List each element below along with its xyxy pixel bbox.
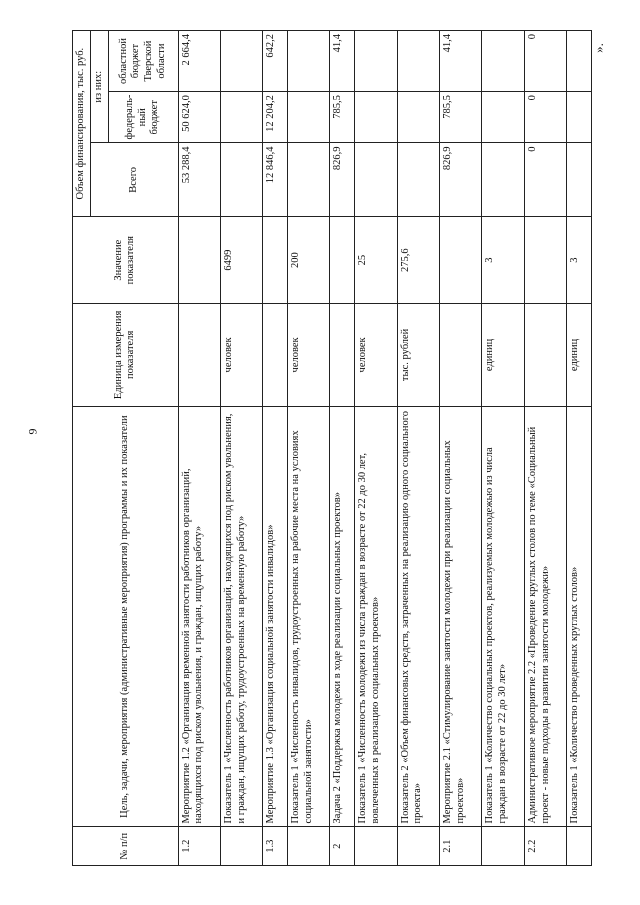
row-regional: 642,2 [263,31,288,92]
row-federal: 50 624,0 [178,92,220,143]
row-federal [221,92,263,143]
row-name: Административное мероприятие 2.2 «Проведение круглых столов по теме «Социальный проект - новые подходы в развитии занятости молодежи» [524,406,566,827]
row-federal [355,92,397,143]
row-number: 2.2 [524,827,566,866]
row-regional: 2 664,4 [178,31,220,92]
row-regional [288,31,330,92]
header-goal: Цель, задачи, мероприятия (административные мероприятия) программы и их показатели [73,406,179,827]
row-unit [524,304,566,407]
row-name: Задача 2 «Поддержка молодежи в ходе реализации социальных проектов» [330,406,355,827]
row-federal [482,92,524,143]
table-row [524,31,566,866]
row-name: Показатель 1 «Численность молодежи из числа граждан в возрасте от 22 до 30 лет, вовлеченных в реализацию социальных проектов» [355,406,397,827]
row-regional [221,31,263,92]
row-regional [355,31,397,92]
row-number [221,827,263,866]
row-federal: 785,5 [330,92,355,143]
row-unit [178,304,220,407]
row-number: 2.1 [439,827,481,866]
row-name: Показатель 1 «Численность работников организаций, находящихся под риском увольнения, и граждан, ищущих работу, трудоустроенных на временную работу» [221,406,263,827]
row-unit: единиц [567,304,592,407]
row-regional [482,31,524,92]
row-value: 3 [482,217,524,304]
row-value [524,217,566,304]
row-unit: человек [288,304,330,407]
row-number [567,827,592,866]
row-value: 275,6 [397,217,439,304]
row-name: Мероприятие 1.3 «Организация социальной занятости инвалидов» [263,406,288,827]
row-name: Показатель 1 «Количество социальных проектов, реализуемых молодежью из числа граждан в возрасте от 22 до 30 лет» [482,406,524,827]
row-value [330,217,355,304]
table-row [221,31,263,866]
program-table-rotated [72,30,592,866]
row-federal: 0 [524,92,566,143]
row-value: 200 [288,217,330,304]
row-total: 0 [524,143,566,217]
row-total: 826,9 [439,143,481,217]
header-total: Всего [90,143,178,217]
row-total [567,143,592,217]
row-value: 25 [355,217,397,304]
row-number [288,827,330,866]
row-value: 3 [567,217,592,304]
row-number [397,827,439,866]
table-row [439,31,481,866]
row-value [263,217,288,304]
program-table [72,30,592,866]
row-total [288,143,330,217]
row-number: 1.3 [263,827,288,866]
row-unit: единиц [482,304,524,407]
table-row [330,31,355,866]
table-row [288,31,330,866]
table-row [567,31,592,866]
header-funding: Объем финансирования, тыс. руб. [73,31,91,217]
header-of-them: из них: [90,31,108,143]
header-value: Значение показателя [73,217,179,304]
row-value: 6499 [221,217,263,304]
row-regional [567,31,592,92]
row-value [178,217,220,304]
row-unit: тыс. рублей [397,304,439,407]
page-number: 9 [25,428,40,435]
row-unit: человек [221,304,263,407]
row-total [221,143,263,217]
row-number [482,827,524,866]
table-row [397,31,439,866]
table-row [263,31,288,866]
row-name: Мероприятие 2.1 «Стимулирование занятости молодежи при реализации социальных проектов» [439,406,481,827]
table-row [178,31,220,866]
table-row [355,31,397,866]
row-name: Показатель 1 «Численность инвалидов, трудоустроенных на рабочие места на условиях социальной занятости» [288,406,330,827]
header-unit: Единица измерения показателя [73,304,179,407]
row-regional: 41,4 [439,31,481,92]
row-federal [288,92,330,143]
row-value [439,217,481,304]
row-total: 12 846,4 [263,143,288,217]
row-regional: 0 [524,31,566,92]
row-unit [439,304,481,407]
row-total [482,143,524,217]
row-total: 53 288,4 [178,143,220,217]
row-name: Показатель 2 «Объем финансовых средств, затраченных на реализацию одного социального проекта» [397,406,439,827]
row-total [397,143,439,217]
row-number: 1.2 [178,827,220,866]
header-federal: федераль-ный бюджет [108,92,178,143]
row-number [355,827,397,866]
row-number: 2 [330,827,355,866]
row-federal: 12 204,2 [263,92,288,143]
table-row [482,31,524,866]
row-unit [263,304,288,407]
header-num: № п/п [73,827,179,866]
row-unit [330,304,355,407]
row-name: Показатель 1 «Количество проведенных круглых столов» [567,406,592,827]
closing-quote-mark: ». [590,43,606,53]
row-regional [397,31,439,92]
row-federal [567,92,592,143]
header-regional: областной бюджет Тверской области [108,31,178,92]
row-total [355,143,397,217]
row-name: Мероприятие 1.2 «Организация временной занятости работников организаций, находящихся под риском увольнения, и граждан, ищущих работу» [178,406,220,827]
row-total: 826,9 [330,143,355,217]
row-federal [397,92,439,143]
row-federal: 785,5 [439,92,481,143]
row-regional: 41,4 [330,31,355,92]
row-unit: человек [355,304,397,407]
